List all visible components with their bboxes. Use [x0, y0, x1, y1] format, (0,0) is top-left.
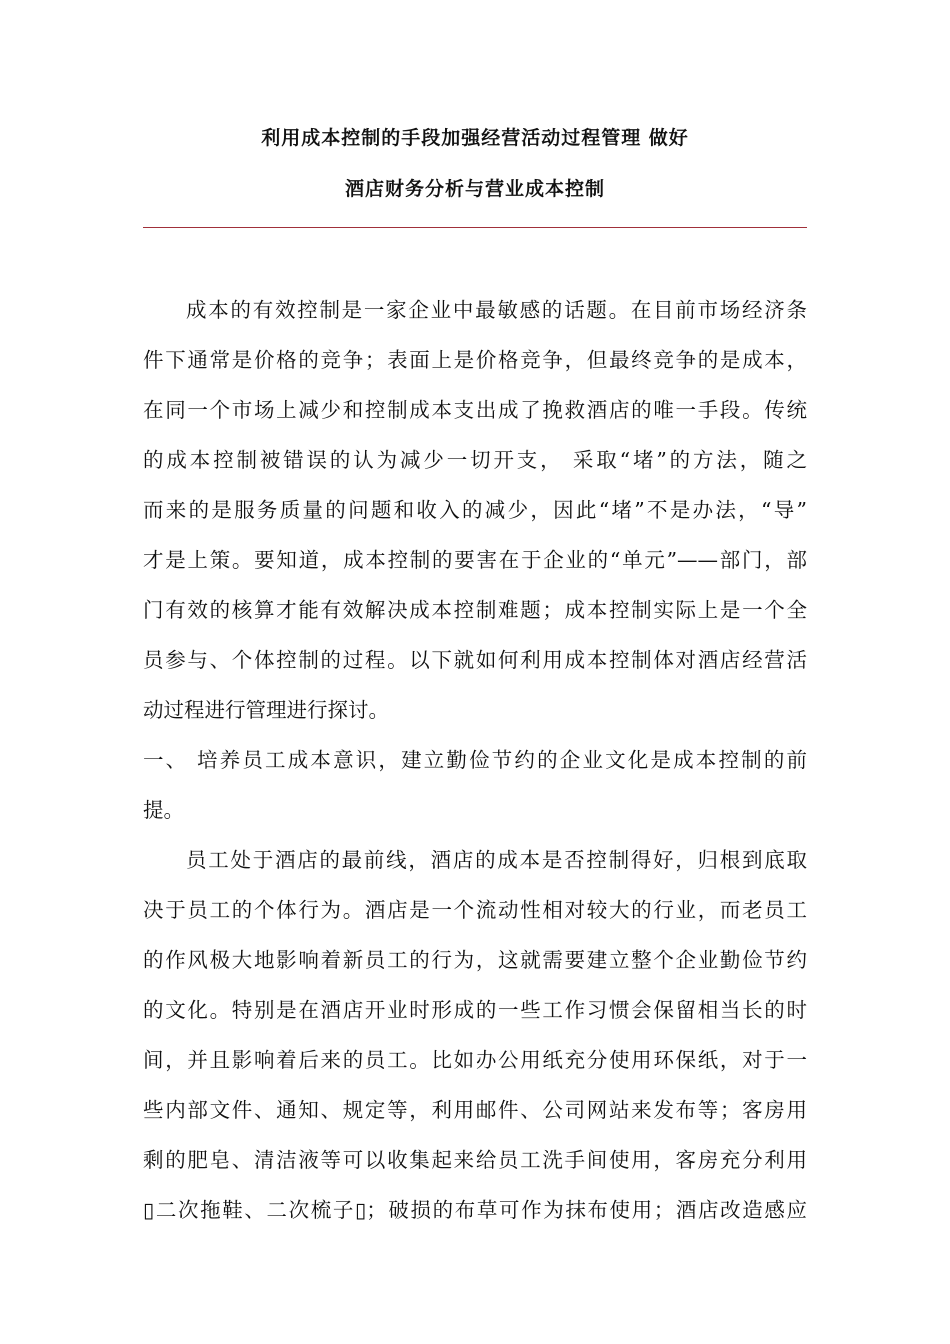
document-title-line-2: 酒店财务分析与营业成本控制 — [344, 178, 605, 200]
paragraph-line: 剩的肥皂、清洁液等可以收集起来给员工洗手间使用，客房充分利用 — [143, 1148, 807, 1172]
paragraph-line: 间，并且影响着后来的员工。比如办公用纸充分使用环保纸，对于一 — [143, 1048, 807, 1072]
paragraph-line: 而来的是服务质量的问题和收入的减少，因此“堵”不是办法，“导” — [143, 498, 807, 522]
paragraph-line: 成本的有效控制是一家企业中最敏感的话题。在目前市场经济条 — [186, 298, 807, 322]
paragraph-line: 在同一个市场上减少和控制成本支出成了挽救酒店的唯一手段。传统 — [143, 398, 807, 422]
title-divider — [143, 227, 807, 228]
paragraph-line: 门有效的核算才能有效解决成本控制难题；成本控制实际上是一个全 — [143, 598, 807, 622]
paragraph-line: 动过程进行管理进行探讨。 — [143, 698, 389, 722]
paragraph-line: 才是上策。要知道，成本控制的要害在于企业的“单元”——部门，部 — [143, 548, 807, 572]
paragraph-line: 的作风极大地影响着新员工的行为，这就需要建立整个企业勤俭节约 — [143, 948, 807, 972]
paragraph-line: 员参与、个体控制的过程。以下就如何利用成本控制体对酒店经营活 — [143, 648, 807, 672]
paragraph-line: 员工处于酒店的最前线，酒店的成本是否控制得好，归根到底取 — [186, 848, 807, 872]
document-title-line-1: 利用成本控制的手段加强经营活动过程管理 做好 — [261, 127, 689, 149]
paragraph-line: 决于员工的个体行为。酒店是一个流动性相对较大的行业，而老员工 — [143, 898, 807, 922]
paragraph-line: 的文化。特别是在酒店开业时形成的一些工作习惯会保留相当长的时 — [143, 998, 807, 1022]
paragraph-line: 的成本控制被错误的认为减少一切开支， 采取“堵”的方法，随之 — [143, 448, 807, 472]
section-heading-line: 提。 — [143, 798, 184, 822]
paragraph-line: ▯二次拖鞋、二次梳子▯；破损的布草可作为抹布使用；酒店改造感应 — [143, 1198, 807, 1222]
paragraph-line: 些内部文件、通知、规定等，利用邮件、公司网站来发布等；客房用 — [143, 1098, 807, 1122]
section-heading-line: 一、 培养员工成本意识，建立勤俭节约的企业文化是成本控制的前 — [143, 748, 807, 772]
paragraph-line: 件下通常是价格的竞争；表面上是价格竞争，但最终竞争的是成本， — [143, 348, 807, 372]
